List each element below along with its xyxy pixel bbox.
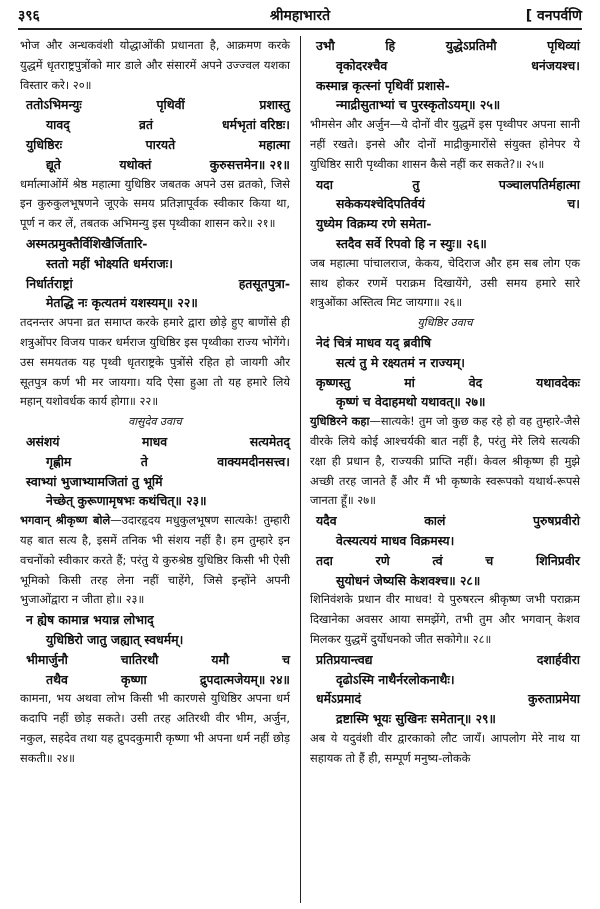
verse-word: मां (404, 374, 415, 390)
verse-line (310, 689, 580, 709)
verse-line: कस्मान्न कृत्स्नां पृथिवीं प्रशासे- (316, 77, 450, 93)
verse-word: त्वं (432, 552, 443, 568)
verse-word: च। (567, 196, 580, 212)
translation-para: अब ये यदुवंशी वीर द्वारकाको लौट जायँ। आपलोग मेरे नाथ या सहायक तो हैं ही, सम्पूर्ण मनुष्य-लोकके (310, 730, 580, 765)
verse-word: यावद् (46, 117, 70, 133)
verse-line (310, 36, 580, 56)
speaker-label: भगवान् श्रीकृष्ण बोले (20, 513, 111, 528)
left-column (20, 36, 290, 768)
verse-word: प्रशास्तु (259, 97, 290, 113)
verse-word: वृकोदरश्चैव (336, 57, 388, 73)
translation-para: तदनन्तर अपना व्रत समाप्त करके हमारे द्वारा छोड़े हुए बाणोंसे ही शत्रुओंपर विजय पाकर धर्मराज युधिष्ठिर इस पृथ्वीका राज्य भोगेंगे। उस समयतक यह पृथ्वी धृतराष्ट्रके पुत्रोंसे रहित हो जायगी और सूतपुत्र कर्ण भी मर जायगा। यदि ऐसा हुआ तो यह हमारे लिये महान् यशोवर्धक कार्य होगा॥ २२॥ (20, 315, 290, 409)
verse-line (310, 650, 580, 670)
verse-line: अस्मत्प्रमुक्तैर्विशिखैर्जितारि- (26, 235, 148, 251)
verse-line: मेतद्धि नः कृत्यतमं यशस्यम्॥ २२॥ (46, 295, 198, 311)
verse-word: उभौ (316, 38, 335, 53)
speaker-label: युधिष्ठिरने कहा (310, 414, 370, 429)
verse-line (310, 56, 580, 76)
book-title: श्रीमहाभारते (269, 8, 331, 24)
verse-word: कुरुसत्तमेन॥ २१॥ (209, 156, 290, 172)
verse-word: धर्मेऽप्रमादं (316, 691, 362, 707)
verse-word: यदैव (316, 513, 337, 529)
verse-word: यमौ (211, 651, 230, 667)
verse-line: स्तदैव सर्वे रिपवो हि न स्युः॥ २६॥ (336, 235, 487, 251)
translation-para: कामना, भय अथवा लोभ किसी भी कारणसे युधिष्ठिर अपना धर्म कदापि नहीं छोड़ सकते। उसी तरह अतिरथी वीर भीम, अर्जुन, नकुल, सहदेव तथा यह द्रुपदकुमारी कृष्णा भी अपना धर्म नहीं छोड़ सकती॥ २४॥ (20, 691, 290, 765)
verse-line: नेदं चित्रं माधव यद् ब्रवीषि (316, 334, 432, 350)
verse-word: वाक्यमदीनसत्त्व। (217, 453, 290, 469)
translation-para (20, 511, 290, 610)
verse-word: यदा (316, 176, 333, 192)
verse-line (310, 175, 580, 195)
speaker-heading: युधिष्ठिर उवाच (417, 316, 473, 330)
verse-word: सत्यमेतद् (249, 433, 290, 449)
verse-line (20, 155, 290, 175)
section-title: [ वनपर्वणि (525, 8, 582, 24)
verse-word: ते (140, 453, 148, 469)
right-column (310, 36, 580, 768)
verse-line (20, 95, 290, 115)
verse-word: महात्मा (258, 136, 290, 152)
column-divider (300, 36, 301, 903)
verse-word: असंशयं (26, 433, 60, 449)
verse-word: कृष्णा (121, 671, 147, 687)
verse-word: पृथिव्यां (547, 38, 580, 53)
verse-word: वेद (468, 374, 483, 390)
translation-para (310, 412, 580, 511)
verse-line (310, 511, 580, 531)
verse-word: युद्धेऽप्रतिमौ (445, 38, 497, 53)
verse-line: युध्येम विक्रम्य रणे समेता- (316, 216, 432, 232)
verse-word: धनंजयश्च। (531, 57, 580, 73)
translation-text: —उदारहृदय मधुकुलभूषण सात्यके! तुम्हारी यह बात सत्य है, इसमें तनिक भी संशय नहीं है। हम तुम्हारे इन वचनोंको स्वीकार करते हैं; परंतु ये कुरुश्रेष्ठ युधिष्ठिर किसी भी ऐसी भूमिको किसी तरह लेना नहीं चाहेंगे, जिसे इन्होंने अपनी भुजाओंद्वारा न जीता हो॥ २३॥ (20, 513, 290, 607)
translation-para: भोज और अन्धकवंशी योद्धाओंकी प्रधानता है, आक्रमण करके युद्धमें धृतराष्ट्रपुत्रोंको मार डाले और संसारमें अपने उज्ज्वल यशका विस्तार करे। २०॥ (20, 38, 290, 92)
verse-line (20, 115, 290, 135)
verse-line: दृढोऽस्मि नाथैर्नरलोकनाथैः। (336, 671, 455, 687)
verse-word: पञ्चालपतिर्महात्मा (498, 176, 580, 192)
verse-line: स्ततो महीं भोक्ष्यति धर्मराजः। (46, 255, 173, 271)
verse-word: कालं (424, 513, 446, 529)
verse-word: धर्मभृतां वरिष्ठः। (221, 117, 290, 133)
verse-line (20, 135, 290, 155)
verse-word: कृष्णस्तु (316, 374, 351, 390)
verse-word: हतसूतपुत्रा- (238, 275, 290, 291)
verse-line (310, 373, 580, 393)
verse-word: च (485, 552, 494, 568)
verse-line (20, 452, 290, 472)
verse-word: प्रतिप्रयान्त्वद्य (316, 651, 373, 667)
verse-word: ततोऽभिमन्युः (26, 97, 82, 113)
page-number: ३९६ (18, 8, 40, 24)
verse-word: शिनिप्रवीर (536, 552, 580, 568)
verse-line (310, 194, 580, 214)
verse-word: द्यूते (46, 156, 61, 172)
verse-line: न ह्येष कामान्न भयान्न लोभाद् (26, 612, 154, 628)
verse-line: नेच्छेत् कुरूणामृषभः कथंचित्॥ २३॥ (46, 493, 207, 509)
verse-line: वेत्स्यत्ययं माधव विक्रमस्य। (336, 532, 455, 548)
verse-word: पारयते (145, 136, 176, 152)
verse-word: तु (412, 176, 420, 192)
verse-word: चातिरथौ (120, 651, 159, 667)
verse-line (20, 274, 290, 294)
verse-word: पृथिवीं (156, 97, 185, 113)
page-header (18, 4, 582, 26)
verse-word: कुरुताप्रमेया (527, 691, 580, 707)
verse-word: द्रुपदात्मजेयम्॥ २४॥ (199, 671, 290, 687)
verse-line (20, 432, 290, 452)
verse-word: तथैव (46, 671, 68, 687)
verse-line: सत्यं तु मे रक्ष्यतमं न राज्यम्। (336, 354, 465, 370)
verse-word: दशार्हवीरा (536, 651, 580, 667)
verse-line: सुयोधनं जेष्यसि केशवश्च॥ २८॥ (336, 572, 481, 588)
verse-word: तदा (316, 552, 333, 568)
verse-word: भीमार्जुनौ (26, 651, 68, 667)
translation-para: जब महात्मा पांचालराज, केकय, चेदिराज और हम सब लोग एक साथ होकर रणमें पराक्रम दिखायेंगे, उसी समय हमारे सारे शत्रुओंका अस्तित्व मिट जायगा॥ २६॥ (310, 255, 580, 310)
verse-line (20, 670, 290, 690)
verse-line: स्वाभ्यां भुजाभ्यामजितां तु भूमिं (26, 473, 163, 489)
verse-word: यथोक्तं (119, 156, 152, 172)
verse-word: रणे (375, 552, 390, 568)
verse-line: न्माद्रीसुताभ्यां च पुरस्कृतोऽयम्॥ २५॥ (336, 97, 501, 113)
verse-line: युधिष्ठिरो जातु जह्यात् स्वधर्मम्। (46, 631, 184, 647)
verse-word: हि (385, 38, 396, 53)
verse-word: पुरुषप्रवीरो (532, 513, 580, 529)
translation-para: शिनिवंशके प्रधान वीर माधव! ये पुरुषरत्न श्रीकृष्ण जभी पराक्रम दिखानेका अवसर आया समझेंगे, तभी तुम और भगवान् केशव मिलकर युद्धमें दुर्योधनको जीत सकोगे॥ २८॥ (310, 592, 580, 646)
translation-para: भीमसेन और अर्जुन—ये दोनों वीर युद्धमें इस पृथ्वीपर अपना सानी नहीं रखते। इनसे और दोनों माद्रीकुमारोंसे संयुक्त होनेपर ये युधिष्ठिर सारी पृथ्वीका शासन कैसे नहीं कर सकते?॥ २५॥ (310, 117, 580, 171)
translation-para: धर्मात्माओंमें श्रेष्ठ महात्मा युधिष्ठिर जबतक अपने उस व्रतको, जिसे इन कुरुकुलभूषणने जूएके समय प्रतिज्ञापूर्वक स्वीकार किया था, पूर्ण न कर लें, तबतक अभिमन्यु इस पृथ्वीका शासन करे॥ २१॥ (20, 176, 290, 231)
verse-line (20, 650, 290, 670)
verse-word: युधिष्ठिरः (26, 136, 63, 152)
verse-word: व्रतं (138, 117, 153, 133)
verse-word: यथावदेकः (536, 374, 580, 390)
header-rule (18, 28, 582, 30)
verse-line: कृष्णं च वेदाहमथो यथावत्॥ २७॥ (336, 394, 486, 410)
verse-word: गृह्णीम (46, 453, 72, 469)
verse-word: निर्धार्तराष्ट्रां (26, 275, 73, 291)
verse-word: सकेकयश्चेदिपतिर्वयं (336, 196, 425, 212)
verse-word: माधव (142, 433, 168, 449)
verse-line (310, 551, 580, 571)
translation-text: —सात्यके! तुम जो कुछ कह रहे हो वह तुम्हारे-जैसे वीरके लिये कोई आश्चर्यकी बात नहीं है, परंतु मेरे लिये सत्यकी रक्षा ही प्रधान है, राज्यकी प्राप्ति नहीं। केवल श्रीकृष्ण ही मुझे अच्छी तरह जानते हैं और मैं भी कृष्णके स्वरूपको यथार्थ-रूपसे जानता हूँ॥ २७॥ (310, 414, 580, 508)
verse-line: द्रष्टास्मि भूयः सुखिनः समेतान्॥ २९॥ (336, 711, 496, 727)
verse-word: च (282, 651, 290, 667)
speaker-heading: वासुदेव उवाच (128, 415, 182, 429)
